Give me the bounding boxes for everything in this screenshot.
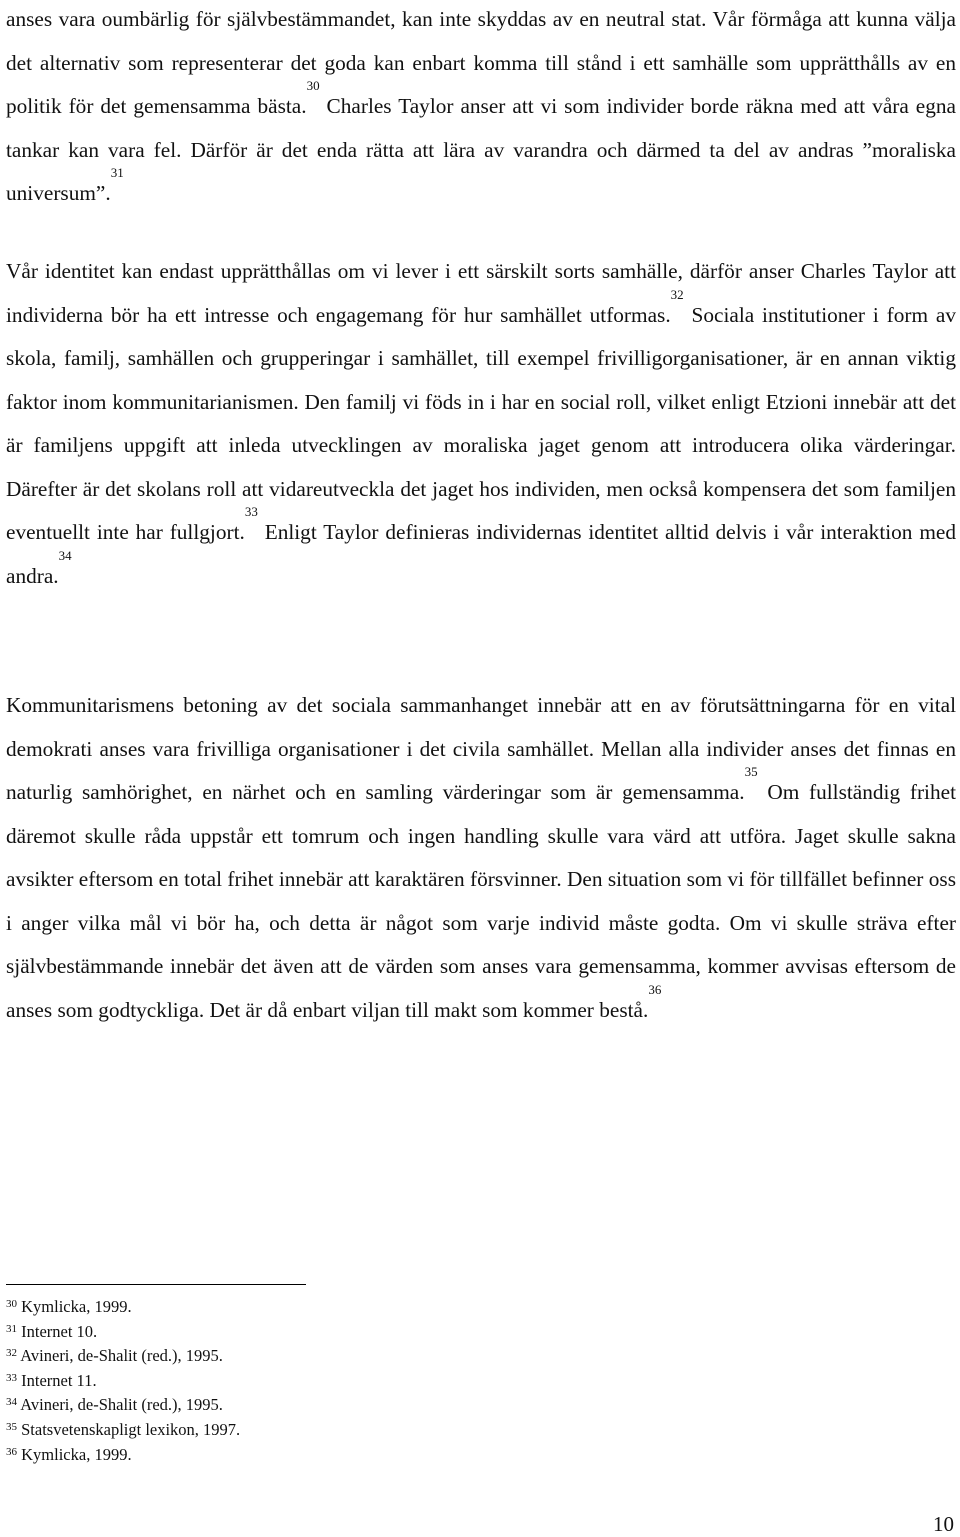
footnote-30 — [6, 1295, 506, 1320]
footnote-33 — [6, 1369, 506, 1394]
footnote-number: 35 — [6, 1420, 17, 1433]
footnote-ref-33: 33 — [244, 504, 258, 519]
footnote-text: Avineri, de-Shalit (red.), 1995. — [20, 1395, 223, 1415]
text-run: Enligt Taylor definieras individernas identitet alltid delvis i vår interaktion med andra. — [6, 520, 956, 588]
footnote-ref-32: 32 — [670, 286, 684, 302]
paragraph-3 — [6, 684, 956, 1032]
text-run: Charles Taylor anser att vi som individer borde räkna med att våra egna tankar kan vara fel. Därför är det enda rätta att lära av varandra och därmed ta del av andras ”moraliska universum”. — [6, 94, 956, 205]
footnote-number: 30 — [6, 1298, 17, 1310]
footnote-32 — [6, 1344, 506, 1369]
footnote-separator — [6, 1284, 306, 1285]
footnote-text: Statsvetenskapligt lexikon, 1997. — [21, 1419, 241, 1439]
footnote-text: Internet 10. — [21, 1321, 98, 1341]
footnote-text: Internet 11. — [21, 1370, 97, 1390]
footnote-text: Kymlicka, 1999. — [21, 1297, 132, 1316]
footnote-36 — [6, 1443, 506, 1468]
footnote-34 — [6, 1393, 506, 1418]
footnote-ref-36: 36 — [648, 981, 662, 997]
text-run: Kommunitarismens betoning av det sociala sammanhanget innebär att en av förutsättningarna för en vital demokrati anses vara frivilliga organisationer i det civila samhället. Mellan alla individer anses det finnas en naturlig samhörighet, en närhet och en samling värderingar som är gemensamma. — [6, 693, 956, 804]
footnote-ref-31: 31 — [110, 165, 124, 180]
footnote-text: Kymlicka, 1999. — [21, 1444, 132, 1464]
paragraph-2 — [6, 250, 956, 598]
text-run: Om fullständig frihet däremot skulle råda uppstår ett tomrum och ingen handling skulle vara värd att utföra. Jaget skulle sakna avsikter eftersom en total frihet innebär att karaktären försvinner. Den situation som vi för tillfället befinner oss i anger vilka mål vi bör ha, och detta är något som varje individ måste godta. Om vi skulle sträva efter självbestämmande innebär det även att de värden som anses vara gemensamma, kommer avvisas eftersom de anses som godtyckliga. Det är då enbart viljan till makt som kommer bestå. — [6, 780, 956, 1022]
footnote-number: 34 — [6, 1396, 17, 1409]
text-run: Sociala institutioner i form av skola, familj, samhällen och grupperingar i samhället, till exempel frivilligorganisationer, är en annan viktig faktor inom kommunitarianismen. Den familj vi föds in i har en social roll, vilket enligt Etzioni innebär att det är familjens uppgift att inleda utvecklingen av moraliska jaget genom att introducera olika värderingar. Därefter är det skolans roll att vidareutveckla det jaget hos individen, men också kompensera det som familjen eventuellt inte har fullgjort. — [6, 302, 956, 544]
footnote-number: 32 — [6, 1347, 17, 1360]
footnote-text: Avineri, de-Shalit (red.), 1995. — [20, 1346, 223, 1366]
footnote-number: 36 — [6, 1445, 17, 1458]
footnotes — [6, 1295, 506, 1467]
footnote-ref-30: 30 — [306, 78, 320, 93]
page-number: 10 — [933, 1512, 954, 1536]
footnote-ref-35: 35 — [744, 764, 758, 779]
footnote-ref-34: 34 — [58, 547, 72, 563]
text-run: anses vara oumbärlig för självbestämmandet, kan inte skyddas av en neutral stat. Vår förmåga att kunna välja det alternativ som representerar det goda kan enbart komma till stånd i ett samhälle som upprätthålls av en politik för det gemensamma bästa. — [6, 7, 956, 118]
footnote-number: 31 — [6, 1322, 17, 1335]
footnote-31 — [6, 1320, 506, 1345]
footnote-number: 33 — [6, 1371, 17, 1384]
paragraph-1 — [6, 0, 956, 216]
text-run: Vår identitet kan endast upprätthållas om vi lever i ett särskilt sorts samhälle, därför anser Charles Taylor att individerna bör ha ett intresse och engagemang för hur samhället utformas. — [6, 259, 956, 327]
footnote-35 — [6, 1418, 506, 1443]
